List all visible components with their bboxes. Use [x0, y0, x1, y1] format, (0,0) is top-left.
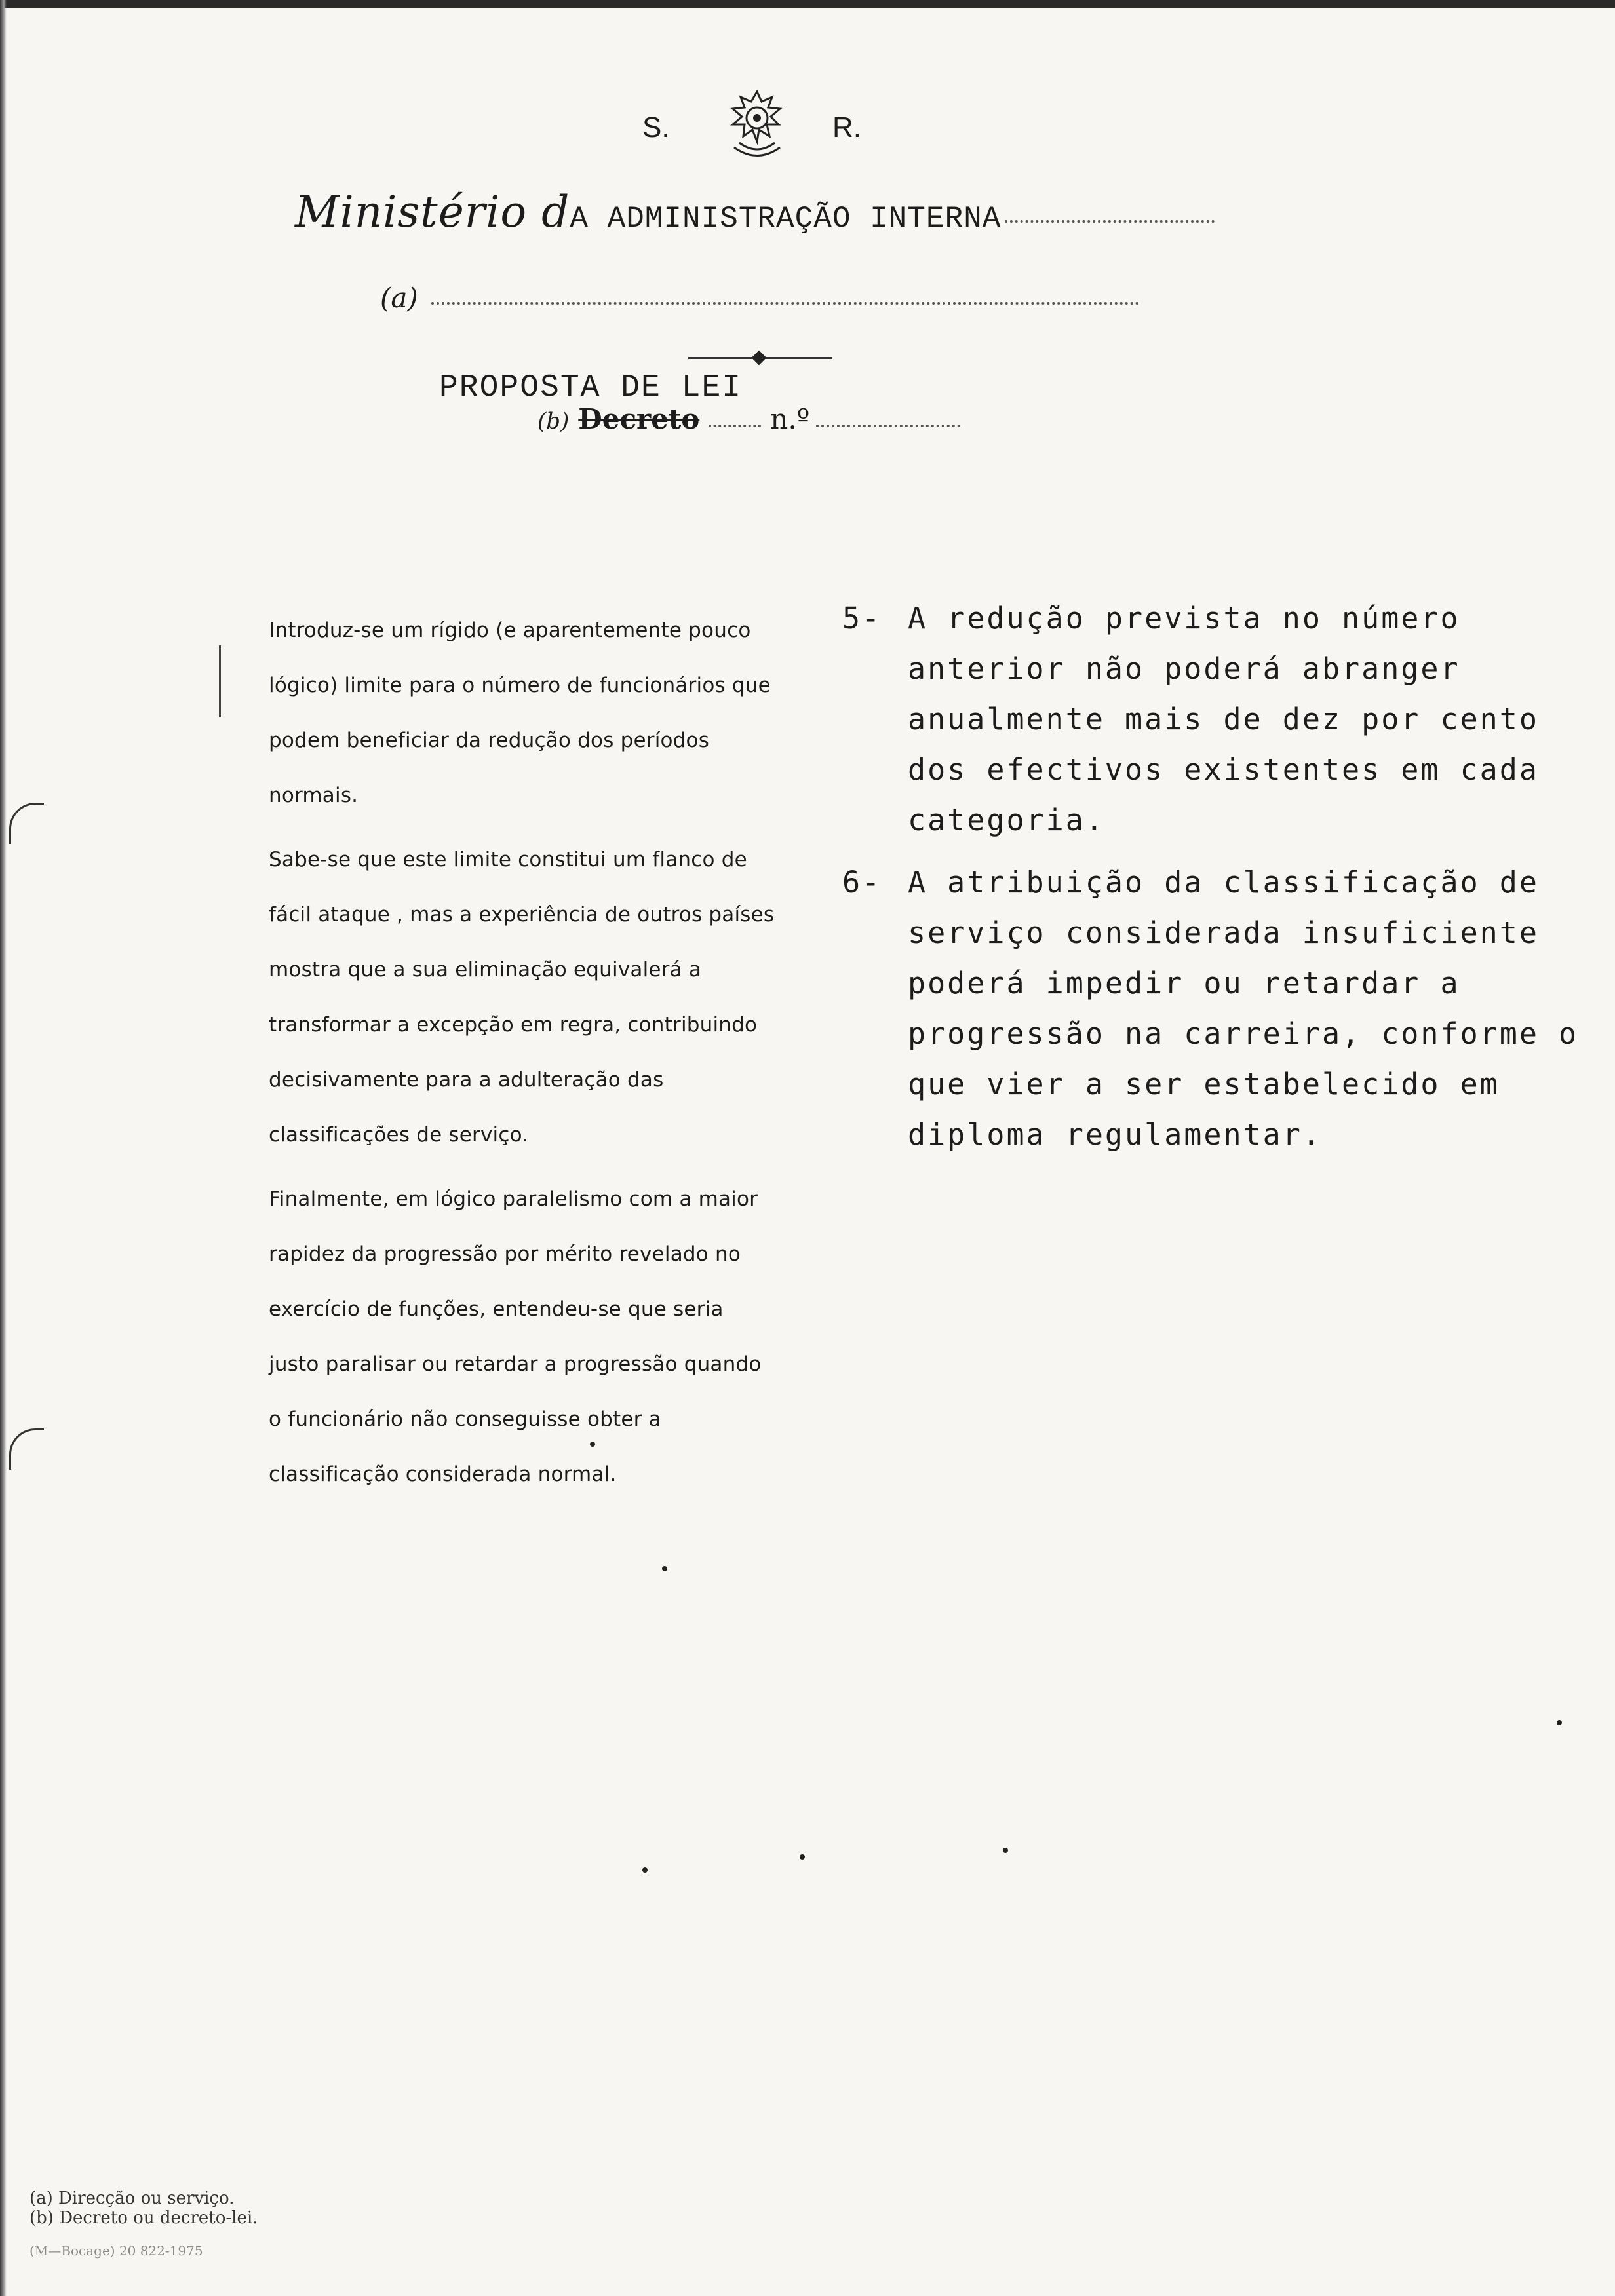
letter-r: R. [832, 111, 861, 144]
decree-line [537, 403, 960, 435]
letterhead-emblem [642, 85, 918, 177]
footnote-a: (a) Direcção ou serviço. [29, 2189, 235, 2208]
document-type: PROPOSTA DE LEI [439, 370, 743, 406]
note-paragraph: Sabe-se que este limite constitui um flanco de fácil ataque , mas a experiência de outros países mostra que a sua eliminação equivalerá a transformar a excepção em regra, contribuindo decisivamente para a adulteração das classificações de serviço. [269, 848, 775, 1147]
article-text: A atribuição da classificação de serviço considerada insuficiente poderá impedir ou retardar a progressão na carreira, conforme o que vier a ser estabelecido em diploma regulamentar. [908, 865, 1579, 1152]
decree-line-label: (b) [537, 408, 570, 434]
scan-speck [642, 1867, 648, 1873]
article-text: A redução prevista no número anterior não poderá abranger anualmente mais de dez por cento dos efectivos existentes em cada categoria. [908, 601, 1539, 837]
ministry-prefix: Ministério d [295, 187, 570, 237]
scan-speck [590, 1442, 595, 1447]
decorative-diamond [752, 351, 767, 366]
note-paragraph: Finalmente, em lógico paralelismo com a maior rapidez da progressão por mérito revelado no exercício de funções, entendeu-se que seria justo paralisar ou retardar a progressão quando o funcionário não conseguisse obter a classificação considerada normal. [269, 1187, 762, 1486]
article-number: 5- [842, 601, 882, 636]
explanatory-notes [269, 603, 780, 1511]
article-number: 6- [842, 865, 882, 900]
coat-of-arms-icon [714, 85, 800, 170]
service-line-label: (a) [380, 282, 418, 314]
article-item [842, 593, 1596, 845]
service-dotted-line [431, 302, 1139, 305]
ministry-heading [295, 187, 1215, 237]
service-line [380, 282, 1139, 314]
article-item [842, 857, 1596, 1160]
struck-decree-word: Decreto [578, 403, 700, 435]
scan-speck [1003, 1848, 1008, 1853]
scan-edge-top [0, 0, 1615, 8]
scan-speck [662, 1566, 667, 1571]
ministry-dotted-line [1005, 220, 1215, 223]
print-code: (M—Bocage) 20 822-1975 [29, 2243, 203, 2259]
scan-speck [1557, 1720, 1562, 1725]
margin-mark [9, 1428, 44, 1470]
margin-bar [219, 645, 221, 718]
footnotes [29, 2189, 258, 2261]
scan-speck [800, 1854, 805, 1860]
number-label: n.º [770, 403, 810, 435]
articles [842, 593, 1596, 1172]
note-paragraph: Introduz-se um rígido (e aparentemente pouco lógico) limite para o número de funcionários que podem beneficiar da redução dos períodos normais. [269, 619, 771, 807]
letter-s: S. [642, 111, 670, 144]
decree-dotted-line [709, 425, 761, 427]
number-dotted-line [816, 425, 960, 427]
ministry-name: A ADMINISTRAÇÃO INTERNA [570, 202, 1002, 236]
footnote-b: (b) Decreto ou decreto-lei. [29, 2208, 258, 2228]
margin-mark [9, 803, 44, 844]
scan-edge-left [0, 0, 7, 2296]
